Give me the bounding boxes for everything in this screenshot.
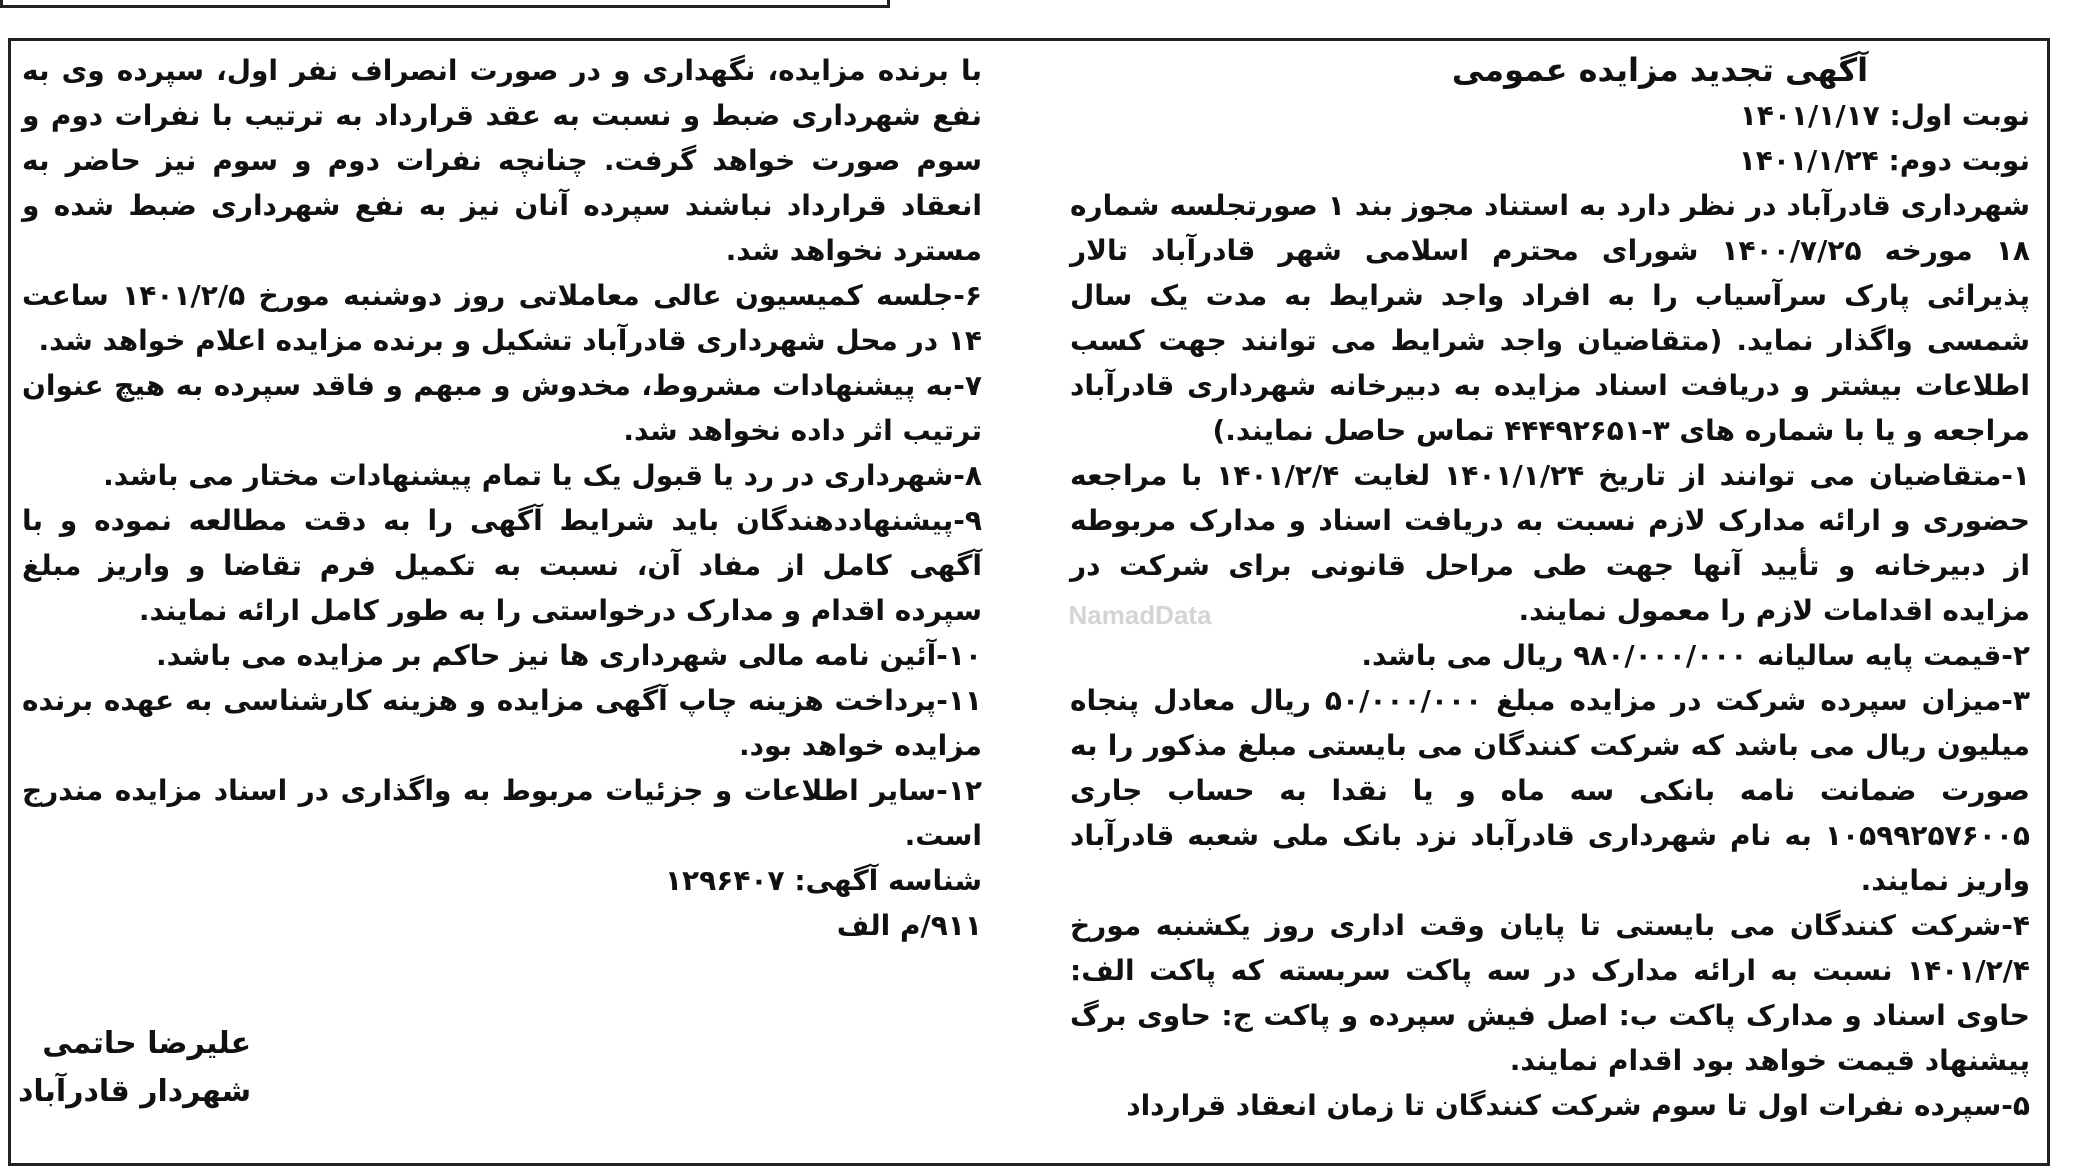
- clause-1: ۱-متقاضیان می توانند از تاریخ ۱۴۰۱/۱/۲۴ لغایت ۱۴۰۱/۲/۴ با مراجعه حضوری و ارائه مدارک لازم نسبت به دریافت اسناد و مدارک مربوطه از دبیرخانه و تأیید آنها جهت طی مراحل قانونی برای شرکت در مزایده اقدامات لازم را معمول نمایند.: [1070, 459, 2031, 627]
- clause-4: ۴-شرکت کنندگان می بایستی تا پایان وقت اداری روز یکشنبه مورخ ۱۴۰۱/۲/۴ نسبت به ارائه مدارک در سه پاکت سربسته که پاکت الف: حاوی اسناد و مدارک پاکت ب: اصل فیش سپرده و پاکت ج: حاوی برگ پیشنهاد قیمت خواهد بود اقدام نمایند.: [1070, 909, 2030, 1077]
- signer-name: علیرضا حاتمی: [42, 1026, 252, 1061]
- notice-id: شناسه آگهی: ۱۲۹۶۴۰۷: [664, 864, 982, 897]
- notice-left-column: [22, 48, 982, 948]
- clause-9: ۹-پیشنهاددهندگان باید شرایط آگهی را به دقت مطالعه نموده و با آگهی کامل از مفاد آن، نسبت به تکمیل فرم تقاضا و واریز مبلغ سپرده اقدام و مدارک درخواستی را به طور کامل ارائه نمایند.: [22, 504, 982, 627]
- clause-10: ۱۰-آئین نامه مالی شهرداری ها نیز حاکم بر مزایده می باشد.: [155, 639, 982, 672]
- notice-intro: شهرداری قادرآباد در نظر دارد به استناد مجوز بند ۱ صورتجلسه شماره ۱۸ مورخه ۱۴۰۰/۷/۲۵ شورای محترم اسلامی شهر قادرآباد تالار پذیرائی پارک سرآسیاب را به افراد واجد شرایط به مدت یک سال شمسی واگذار نماید. (متقاضیان واجد شرایط می توانند جهت کسب اطلاعات بیشتر و دریافت اسناد مزایده به دبیرخانه شهرداری قادرآباد مراجعه و یا با شماره های ۳-۴۴۴۹۲۶۵۱ تماس حاصل نمایند.): [1070, 189, 2031, 447]
- signer-title: شهردار قادرآباد: [18, 1074, 252, 1109]
- clause-6: ۶-جلسه کمیسیون عالی معاملاتی روز دوشنبه مورخ ۱۴۰۱/۲/۵ ساعت ۱۴ در محل شهرداری قادرآباد تشکیل و برنده مزایده اعلام خواهد شد.: [22, 279, 982, 357]
- watermark-logo: NamadData: [1068, 600, 1212, 630]
- clause-12: ۱۲-سایر اطلاعات و جزئیات مربوط به واگذاری در اسناد مزایده مندرج است.: [22, 774, 982, 852]
- first-round-date: نوبت اول: ۱۴۰۱/۱/۱۷: [1739, 99, 2030, 132]
- second-round-date: نوبت دوم: ۱۴۰۱/۱/۲۴: [1738, 144, 2030, 177]
- signature-block: [18, 1020, 251, 1116]
- clause-7: ۷-به پیشنهادات مشروط، مخدوش و مبهم و فاقد سپرده به هیچ عنوان ترتیب اثر داده نخواهد شد.: [22, 369, 982, 447]
- notice-right-column: [1070, 48, 2030, 1128]
- clause-3: ۳-میزان سپرده شرکت در مزایده مبلغ ۵۰/۰۰۰/۰۰۰ ریال معادل پنجاه میلیون ریال می باشد که شرکت کنندگان می بایستی مبلغ مذکور را به صورت ضمانت نامه بانکی سه ماه و یا نقدا به حساب جاری ۱۰۵۹۹۲۵۷۶۰۰۵ به نام شهرداری قادرآباد نزد بانک ملی شعبه قادرآباد واریز نمایند.: [1070, 684, 2031, 897]
- notice-title: آگهی تجدید مزایده عمومی: [1451, 51, 1869, 89]
- clause-11: ۱۱-پرداخت هزینه چاپ آگهی مزایده و هزینه کارشناسی به عهده برنده مزایده خواهد بود.: [22, 684, 982, 762]
- clause-5-continued: با برنده مزایده، نگهداری و در صورت انصراف نفر اول، سپرده وی به نفع شهرداری ضبط و نسبت به عقد قرارداد به ترتیب با نفرات دوم و سوم صورت خواهد گرفت. چنانچه نفرات دوم و سوم نیز حاضر به انعقاد قرارداد نباشند سپرده آنان نیز به نفع شهرداری ضبط شده و مسترد نخواهد شد.: [22, 54, 982, 267]
- clause-8: ۸-شهرداری در رد یا قبول یک یا تمام پیشنهادات مختار می باشد.: [103, 459, 982, 492]
- reference-code: ۹۱۱/م الف: [836, 909, 982, 942]
- top-clipping-border: [0, 0, 890, 8]
- clause-2: ۲-قیمت پایه سالیانه ۹۸۰/۰۰۰/۰۰۰ ریال می باشد.: [1361, 639, 2030, 672]
- clause-5-start: ۵-سپرده نفرات اول تا سوم شرکت کنندگان تا زمان انعقاد قرارداد: [1126, 1089, 2030, 1122]
